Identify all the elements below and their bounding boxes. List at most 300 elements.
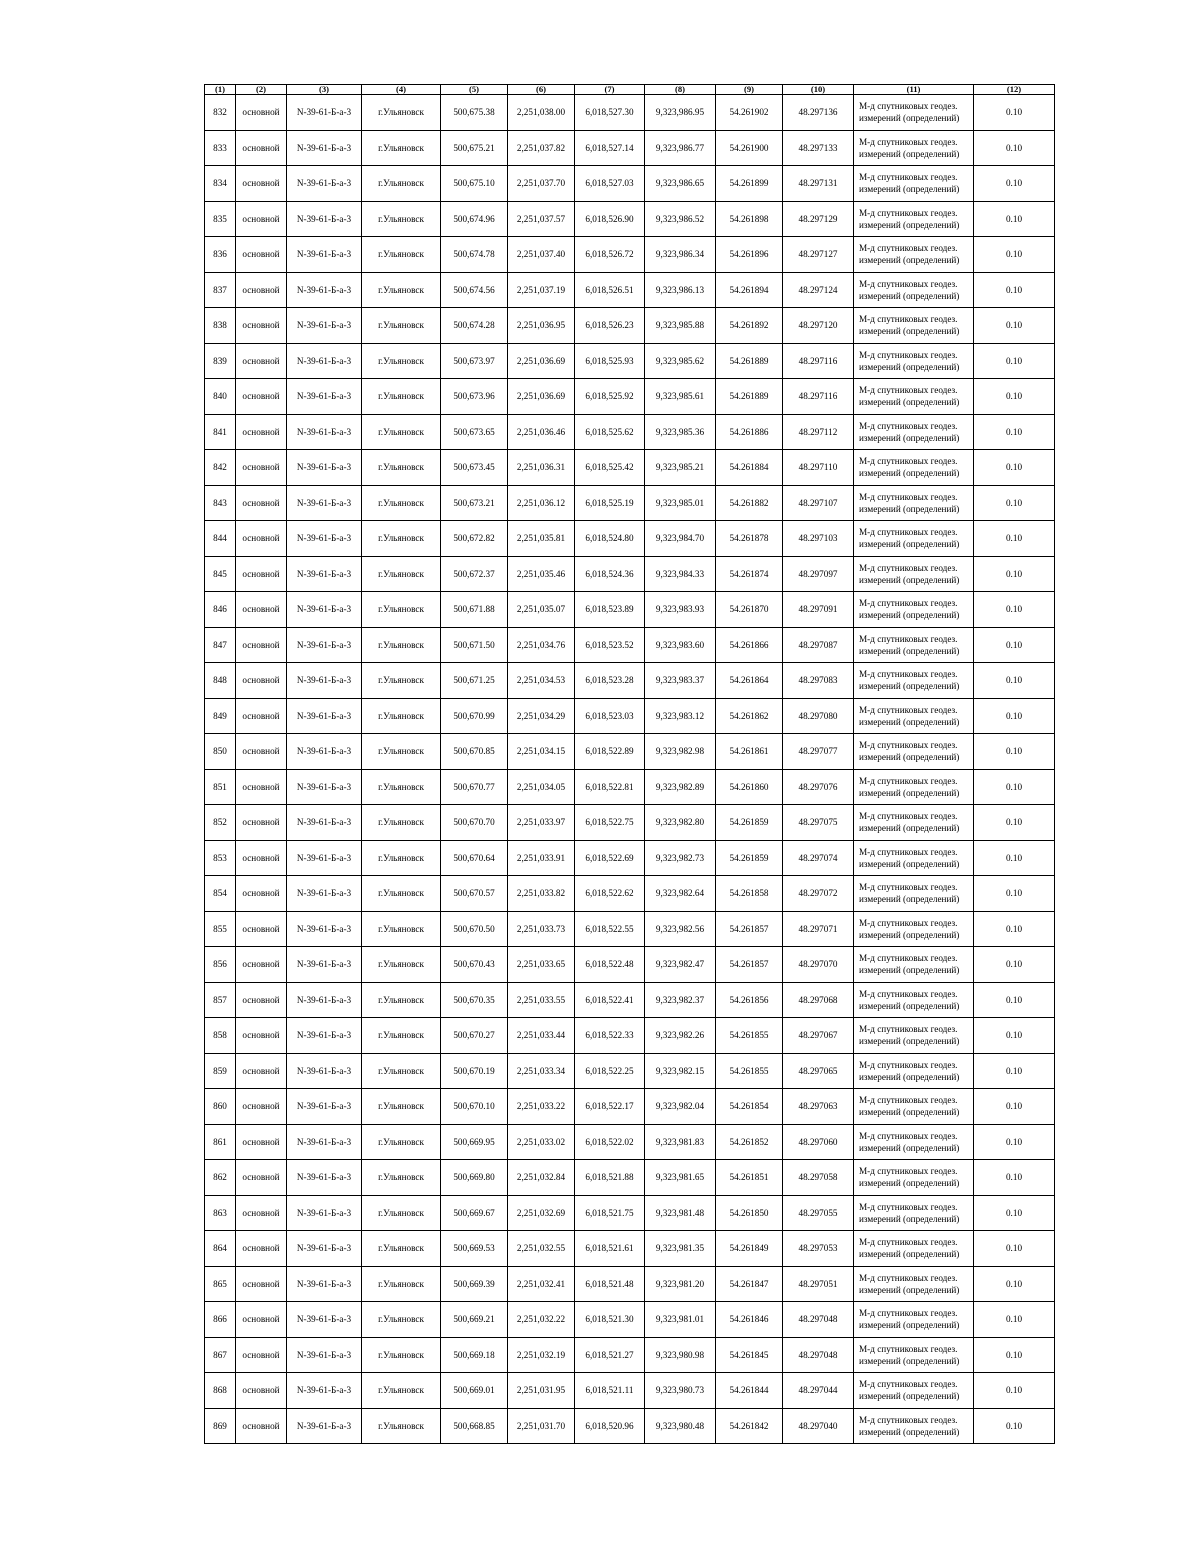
locality-cell: г.Ульяновск <box>362 1160 441 1196</box>
document-page <box>204 84 1054 1444</box>
coord-7-cell: 6,018,521.11 <box>575 1373 645 1409</box>
point-type-cell: основной <box>236 1302 287 1338</box>
accuracy-cell: 0.10 <box>974 1302 1055 1338</box>
map-sheet-cell: N-39-61-Б-а-3 <box>287 450 362 486</box>
point-type-cell: основной <box>236 911 287 947</box>
coord-5-cell: 500,669.67 <box>441 1195 508 1231</box>
longitude-cell: 48.297124 <box>783 272 854 308</box>
accuracy-cell: 0.10 <box>974 734 1055 770</box>
coord-7-cell: 6,018,522.81 <box>575 769 645 805</box>
method-cell: М-д спутниковых геодез. измерений (определений) <box>854 450 974 486</box>
locality-cell: г.Ульяновск <box>362 982 441 1018</box>
method-cell: М-д спутниковых геодез. измерений (определений) <box>854 343 974 379</box>
longitude-cell: 48.297048 <box>783 1337 854 1373</box>
method-cell: М-д спутниковых геодез. измерений (определений) <box>854 237 974 273</box>
latitude-cell: 54.261842 <box>716 1408 783 1444</box>
accuracy-cell: 0.10 <box>974 237 1055 273</box>
longitude-cell: 48.297071 <box>783 911 854 947</box>
coord-7-cell: 6,018,526.51 <box>575 272 645 308</box>
locality-cell: г.Ульяновск <box>362 1337 441 1373</box>
method-cell: М-д спутниковых геодез. измерений (определений) <box>854 130 974 166</box>
point-number-cell: 863 <box>205 1195 236 1231</box>
method-cell: М-д спутниковых геодез. измерений (определений) <box>854 95 974 131</box>
method-cell: М-д спутниковых геодез. измерений (определений) <box>854 805 974 841</box>
point-number-cell: 858 <box>205 1018 236 1054</box>
point-number-cell: 839 <box>205 343 236 379</box>
longitude-cell: 48.297103 <box>783 521 854 557</box>
coord-8-cell: 9,323,985.61 <box>645 379 716 415</box>
coord-8-cell: 9,323,983.60 <box>645 627 716 663</box>
longitude-cell: 48.297112 <box>783 414 854 450</box>
latitude-cell: 54.261855 <box>716 1053 783 1089</box>
coord-5-cell: 500,670.19 <box>441 1053 508 1089</box>
coord-6-cell: 2,251,033.34 <box>508 1053 575 1089</box>
locality-cell: г.Ульяновск <box>362 1408 441 1444</box>
coord-6-cell: 2,251,036.69 <box>508 379 575 415</box>
point-number-cell: 866 <box>205 1302 236 1338</box>
map-sheet-cell: N-39-61-Б-а-3 <box>287 982 362 1018</box>
locality-cell: г.Ульяновск <box>362 627 441 663</box>
map-sheet-cell: N-39-61-Б-а-3 <box>287 414 362 450</box>
coord-7-cell: 6,018,522.41 <box>575 982 645 1018</box>
coord-6-cell: 2,251,033.65 <box>508 947 575 983</box>
coord-7-cell: 6,018,521.27 <box>575 1337 645 1373</box>
point-type-cell: основной <box>236 1266 287 1302</box>
table-row <box>205 982 1055 1018</box>
accuracy-cell: 0.10 <box>974 166 1055 202</box>
coord-8-cell: 9,323,985.62 <box>645 343 716 379</box>
point-type-cell: основной <box>236 1408 287 1444</box>
table-row <box>205 1337 1055 1373</box>
coord-6-cell: 2,251,032.84 <box>508 1160 575 1196</box>
coord-6-cell: 2,251,037.82 <box>508 130 575 166</box>
latitude-cell: 54.261886 <box>716 414 783 450</box>
longitude-cell: 48.297067 <box>783 1018 854 1054</box>
point-type-cell: основной <box>236 1124 287 1160</box>
point-number-cell: 860 <box>205 1089 236 1125</box>
map-sheet-cell: N-39-61-Б-а-3 <box>287 663 362 699</box>
longitude-cell: 48.297058 <box>783 1160 854 1196</box>
map-sheet-cell: N-39-61-Б-а-3 <box>287 1302 362 1338</box>
column-header: (2) <box>236 85 287 95</box>
longitude-cell: 48.297097 <box>783 556 854 592</box>
method-cell: М-д спутниковых геодез. измерений (определений) <box>854 982 974 1018</box>
accuracy-cell: 0.10 <box>974 982 1055 1018</box>
point-number-cell: 847 <box>205 627 236 663</box>
table-row <box>205 663 1055 699</box>
table-row <box>205 1302 1055 1338</box>
map-sheet-cell: N-39-61-Б-а-3 <box>287 592 362 628</box>
coord-6-cell: 2,251,037.19 <box>508 272 575 308</box>
point-type-cell: основной <box>236 237 287 273</box>
coord-8-cell: 9,323,985.36 <box>645 414 716 450</box>
coord-6-cell: 2,251,033.02 <box>508 1124 575 1160</box>
table-row <box>205 734 1055 770</box>
method-cell: М-д спутниковых геодез. измерений (определений) <box>854 414 974 450</box>
coord-7-cell: 6,018,523.52 <box>575 627 645 663</box>
method-cell: М-д спутниковых геодез. измерений (определений) <box>854 592 974 628</box>
coord-8-cell: 9,323,986.65 <box>645 166 716 202</box>
coord-5-cell: 500,673.65 <box>441 414 508 450</box>
coord-6-cell: 2,251,034.29 <box>508 698 575 734</box>
point-number-cell: 838 <box>205 308 236 344</box>
table-row <box>205 1266 1055 1302</box>
point-number-cell: 853 <box>205 840 236 876</box>
table-row <box>205 95 1055 131</box>
accuracy-cell: 0.10 <box>974 805 1055 841</box>
coord-8-cell: 9,323,982.26 <box>645 1018 716 1054</box>
coord-6-cell: 2,251,035.46 <box>508 556 575 592</box>
latitude-cell: 54.261860 <box>716 769 783 805</box>
method-cell: М-д спутниковых геодез. измерений (определений) <box>854 911 974 947</box>
coord-7-cell: 6,018,522.17 <box>575 1089 645 1125</box>
point-type-cell: основной <box>236 1018 287 1054</box>
point-type-cell: основной <box>236 1231 287 1267</box>
column-header: (6) <box>508 85 575 95</box>
method-cell: М-д спутниковых геодез. измерений (определений) <box>854 201 974 237</box>
locality-cell: г.Ульяновск <box>362 343 441 379</box>
coord-7-cell: 6,018,521.88 <box>575 1160 645 1196</box>
point-type-cell: основной <box>236 1373 287 1409</box>
method-cell: М-д спутниковых геодез. измерений (определений) <box>854 1408 974 1444</box>
longitude-cell: 48.297074 <box>783 840 854 876</box>
coord-5-cell: 500,674.96 <box>441 201 508 237</box>
point-type-cell: основной <box>236 840 287 876</box>
coord-6-cell: 2,251,033.22 <box>508 1089 575 1125</box>
coord-5-cell: 500,675.21 <box>441 130 508 166</box>
longitude-cell: 48.297076 <box>783 769 854 805</box>
longitude-cell: 48.297063 <box>783 1089 854 1125</box>
map-sheet-cell: N-39-61-Б-а-3 <box>287 343 362 379</box>
longitude-cell: 48.297065 <box>783 1053 854 1089</box>
coord-6-cell: 2,251,037.70 <box>508 166 575 202</box>
table-row <box>205 1408 1055 1444</box>
coord-5-cell: 500,670.70 <box>441 805 508 841</box>
coord-8-cell: 9,323,982.37 <box>645 982 716 1018</box>
coord-7-cell: 6,018,526.72 <box>575 237 645 273</box>
longitude-cell: 48.297077 <box>783 734 854 770</box>
coord-6-cell: 2,251,034.53 <box>508 663 575 699</box>
accuracy-cell: 0.10 <box>974 450 1055 486</box>
latitude-cell: 54.261854 <box>716 1089 783 1125</box>
locality-cell: г.Ульяновск <box>362 734 441 770</box>
map-sheet-cell: N-39-61-Б-а-3 <box>287 1408 362 1444</box>
locality-cell: г.Ульяновск <box>362 1302 441 1338</box>
latitude-cell: 54.261874 <box>716 556 783 592</box>
locality-cell: г.Ульяновск <box>362 556 441 592</box>
coord-6-cell: 2,251,034.05 <box>508 769 575 805</box>
accuracy-cell: 0.10 <box>974 343 1055 379</box>
longitude-cell: 48.297080 <box>783 698 854 734</box>
method-cell: М-д спутниковых геодез. измерений (определений) <box>854 1266 974 1302</box>
locality-cell: г.Ульяновск <box>362 1089 441 1125</box>
table-row <box>205 1231 1055 1267</box>
coord-5-cell: 500,669.53 <box>441 1231 508 1267</box>
point-number-cell: 846 <box>205 592 236 628</box>
latitude-cell: 54.261852 <box>716 1124 783 1160</box>
latitude-cell: 54.261866 <box>716 627 783 663</box>
coord-6-cell: 2,251,032.69 <box>508 1195 575 1231</box>
coord-5-cell: 500,669.01 <box>441 1373 508 1409</box>
locality-cell: г.Ульяновск <box>362 1266 441 1302</box>
point-type-cell: основной <box>236 556 287 592</box>
coord-5-cell: 500,669.18 <box>441 1337 508 1373</box>
map-sheet-cell: N-39-61-Б-а-3 <box>287 1231 362 1267</box>
locality-cell: г.Ульяновск <box>362 698 441 734</box>
longitude-cell: 48.297120 <box>783 308 854 344</box>
column-header: (4) <box>362 85 441 95</box>
map-sheet-cell: N-39-61-Б-а-3 <box>287 379 362 415</box>
coord-8-cell: 9,323,981.20 <box>645 1266 716 1302</box>
table-row <box>205 237 1055 273</box>
latitude-cell: 54.261847 <box>716 1266 783 1302</box>
coord-7-cell: 6,018,521.75 <box>575 1195 645 1231</box>
point-number-cell: 854 <box>205 876 236 912</box>
point-type-cell: основной <box>236 414 287 450</box>
table-row <box>205 769 1055 805</box>
coord-7-cell: 6,018,527.03 <box>575 166 645 202</box>
locality-cell: г.Ульяновск <box>362 272 441 308</box>
map-sheet-cell: N-39-61-Б-а-3 <box>287 521 362 557</box>
coord-5-cell: 500,673.45 <box>441 450 508 486</box>
locality-cell: г.Ульяновск <box>362 947 441 983</box>
accuracy-cell: 0.10 <box>974 521 1055 557</box>
coord-7-cell: 6,018,522.25 <box>575 1053 645 1089</box>
point-type-cell: основной <box>236 1160 287 1196</box>
point-type-cell: основной <box>236 308 287 344</box>
point-number-cell: 843 <box>205 485 236 521</box>
method-cell: М-д спутниковых геодез. измерений (определений) <box>854 663 974 699</box>
longitude-cell: 48.297044 <box>783 1373 854 1409</box>
column-header: (7) <box>575 85 645 95</box>
accuracy-cell: 0.10 <box>974 130 1055 166</box>
latitude-cell: 54.261858 <box>716 876 783 912</box>
table-row <box>205 627 1055 663</box>
column-header: (8) <box>645 85 716 95</box>
locality-cell: г.Ульяновск <box>362 201 441 237</box>
coord-5-cell: 500,670.77 <box>441 769 508 805</box>
table-row <box>205 166 1055 202</box>
coord-6-cell: 2,251,032.19 <box>508 1337 575 1373</box>
coord-8-cell: 9,323,986.77 <box>645 130 716 166</box>
table-row <box>205 379 1055 415</box>
method-cell: М-д спутниковых геодез. измерений (определений) <box>854 1160 974 1196</box>
locality-cell: г.Ульяновск <box>362 95 441 131</box>
map-sheet-cell: N-39-61-Б-а-3 <box>287 876 362 912</box>
coord-7-cell: 6,018,522.48 <box>575 947 645 983</box>
accuracy-cell: 0.10 <box>974 1337 1055 1373</box>
column-header: (11) <box>854 85 974 95</box>
column-header: (9) <box>716 85 783 95</box>
coord-7-cell: 6,018,524.36 <box>575 556 645 592</box>
point-type-cell: основной <box>236 1089 287 1125</box>
latitude-cell: 54.261896 <box>716 237 783 273</box>
accuracy-cell: 0.10 <box>974 911 1055 947</box>
coord-8-cell: 9,323,984.33 <box>645 556 716 592</box>
table-row <box>205 1195 1055 1231</box>
coord-7-cell: 6,018,522.55 <box>575 911 645 947</box>
coord-6-cell: 2,251,035.07 <box>508 592 575 628</box>
longitude-cell: 48.297051 <box>783 1266 854 1302</box>
coord-8-cell: 9,323,984.70 <box>645 521 716 557</box>
coord-6-cell: 2,251,033.44 <box>508 1018 575 1054</box>
coord-8-cell: 9,323,986.13 <box>645 272 716 308</box>
latitude-cell: 54.261859 <box>716 840 783 876</box>
coord-8-cell: 9,323,981.01 <box>645 1302 716 1338</box>
point-number-cell: 851 <box>205 769 236 805</box>
coord-8-cell: 9,323,982.04 <box>645 1089 716 1125</box>
coord-5-cell: 500,670.85 <box>441 734 508 770</box>
coord-7-cell: 6,018,526.90 <box>575 201 645 237</box>
coord-7-cell: 6,018,525.19 <box>575 485 645 521</box>
method-cell: М-д спутниковых геодез. измерений (определений) <box>854 485 974 521</box>
point-number-cell: 867 <box>205 1337 236 1373</box>
coord-8-cell: 9,323,986.52 <box>645 201 716 237</box>
coord-6-cell: 2,251,033.91 <box>508 840 575 876</box>
map-sheet-cell: N-39-61-Б-а-3 <box>287 1373 362 1409</box>
accuracy-cell: 0.10 <box>974 1373 1055 1409</box>
coord-8-cell: 9,323,983.37 <box>645 663 716 699</box>
latitude-cell: 54.261900 <box>716 130 783 166</box>
latitude-cell: 54.261898 <box>716 201 783 237</box>
accuracy-cell: 0.10 <box>974 379 1055 415</box>
longitude-cell: 48.297055 <box>783 1195 854 1231</box>
point-type-cell: основной <box>236 1053 287 1089</box>
point-number-cell: 832 <box>205 95 236 131</box>
table-row <box>205 947 1055 983</box>
point-type-cell: основной <box>236 95 287 131</box>
latitude-cell: 54.261894 <box>716 272 783 308</box>
longitude-cell: 48.297068 <box>783 982 854 1018</box>
coord-7-cell: 6,018,526.23 <box>575 308 645 344</box>
coord-5-cell: 500,670.35 <box>441 982 508 1018</box>
coord-5-cell: 500,672.37 <box>441 556 508 592</box>
accuracy-cell: 0.10 <box>974 95 1055 131</box>
locality-cell: г.Ульяновск <box>362 308 441 344</box>
table-row <box>205 414 1055 450</box>
coord-7-cell: 6,018,522.89 <box>575 734 645 770</box>
longitude-cell: 48.297070 <box>783 947 854 983</box>
method-cell: М-д спутниковых геодез. измерений (определений) <box>854 698 974 734</box>
method-cell: М-д спутниковых геодез. измерений (определений) <box>854 1231 974 1267</box>
latitude-cell: 54.261889 <box>716 379 783 415</box>
method-cell: М-д спутниковых геодез. измерений (определений) <box>854 1018 974 1054</box>
coord-5-cell: 500,672.82 <box>441 521 508 557</box>
method-cell: М-д спутниковых геодез. измерений (определений) <box>854 1302 974 1338</box>
coord-8-cell: 9,323,981.65 <box>645 1160 716 1196</box>
locality-cell: г.Ульяновск <box>362 1053 441 1089</box>
accuracy-cell: 0.10 <box>974 840 1055 876</box>
coord-7-cell: 6,018,522.75 <box>575 805 645 841</box>
point-number-cell: 845 <box>205 556 236 592</box>
accuracy-cell: 0.10 <box>974 308 1055 344</box>
accuracy-cell: 0.10 <box>974 1408 1055 1444</box>
longitude-cell: 48.297083 <box>783 663 854 699</box>
point-number-cell: 835 <box>205 201 236 237</box>
coord-8-cell: 9,323,982.64 <box>645 876 716 912</box>
coord-8-cell: 9,323,982.47 <box>645 947 716 983</box>
table-row <box>205 130 1055 166</box>
accuracy-cell: 0.10 <box>974 272 1055 308</box>
coord-8-cell: 9,323,985.01 <box>645 485 716 521</box>
point-type-cell: основной <box>236 698 287 734</box>
table-row <box>205 1053 1055 1089</box>
longitude-cell: 48.297129 <box>783 201 854 237</box>
accuracy-cell: 0.10 <box>974 592 1055 628</box>
map-sheet-cell: N-39-61-Б-а-3 <box>287 1160 362 1196</box>
method-cell: М-д спутниковых геодез. измерений (определений) <box>854 769 974 805</box>
longitude-cell: 48.297107 <box>783 485 854 521</box>
coord-5-cell: 500,670.10 <box>441 1089 508 1125</box>
coord-8-cell: 9,323,983.12 <box>645 698 716 734</box>
accuracy-cell: 0.10 <box>974 556 1055 592</box>
map-sheet-cell: N-39-61-Б-а-3 <box>287 1337 362 1373</box>
coord-5-cell: 500,671.25 <box>441 663 508 699</box>
point-number-cell: 837 <box>205 272 236 308</box>
point-type-cell: основной <box>236 876 287 912</box>
coord-5-cell: 500,669.21 <box>441 1302 508 1338</box>
map-sheet-cell: N-39-61-Б-а-3 <box>287 1266 362 1302</box>
method-cell: М-д спутниковых геодез. измерений (определений) <box>854 1124 974 1160</box>
locality-cell: г.Ульяновск <box>362 379 441 415</box>
method-cell: М-д спутниковых геодез. измерений (определений) <box>854 556 974 592</box>
map-sheet-cell: N-39-61-Б-а-3 <box>287 1089 362 1125</box>
accuracy-cell: 0.10 <box>974 947 1055 983</box>
coord-7-cell: 6,018,525.62 <box>575 414 645 450</box>
method-cell: М-д спутниковых геодез. измерений (определений) <box>854 521 974 557</box>
coord-7-cell: 6,018,522.62 <box>575 876 645 912</box>
accuracy-cell: 0.10 <box>974 1160 1055 1196</box>
point-type-cell: основной <box>236 982 287 1018</box>
latitude-cell: 54.261892 <box>716 308 783 344</box>
map-sheet-cell: N-39-61-Б-а-3 <box>287 947 362 983</box>
latitude-cell: 54.261857 <box>716 947 783 983</box>
point-number-cell: 841 <box>205 414 236 450</box>
map-sheet-cell: N-39-61-Б-а-3 <box>287 1195 362 1231</box>
coord-5-cell: 500,668.85 <box>441 1408 508 1444</box>
locality-cell: г.Ульяновск <box>362 1373 441 1409</box>
method-cell: М-д спутниковых геодез. измерений (определений) <box>854 947 974 983</box>
column-header: (1) <box>205 85 236 95</box>
coord-6-cell: 2,251,034.76 <box>508 627 575 663</box>
coord-7-cell: 6,018,523.89 <box>575 592 645 628</box>
locality-cell: г.Ульяновск <box>362 1018 441 1054</box>
latitude-cell: 54.261889 <box>716 343 783 379</box>
coord-7-cell: 6,018,521.30 <box>575 1302 645 1338</box>
longitude-cell: 48.297131 <box>783 166 854 202</box>
point-number-cell: 864 <box>205 1231 236 1267</box>
coord-8-cell: 9,323,985.88 <box>645 308 716 344</box>
table-row <box>205 272 1055 308</box>
coord-5-cell: 500,674.28 <box>441 308 508 344</box>
coord-7-cell: 6,018,525.93 <box>575 343 645 379</box>
table-row <box>205 485 1055 521</box>
point-type-cell: основной <box>236 379 287 415</box>
coord-5-cell: 500,671.88 <box>441 592 508 628</box>
map-sheet-cell: N-39-61-Б-а-3 <box>287 1124 362 1160</box>
point-type-cell: основной <box>236 1337 287 1373</box>
table-row <box>205 201 1055 237</box>
coord-5-cell: 500,674.56 <box>441 272 508 308</box>
coord-8-cell: 9,323,980.48 <box>645 1408 716 1444</box>
accuracy-cell: 0.10 <box>974 876 1055 912</box>
map-sheet-cell: N-39-61-Б-а-3 <box>287 1053 362 1089</box>
latitude-cell: 54.261844 <box>716 1373 783 1409</box>
longitude-cell: 48.297116 <box>783 379 854 415</box>
method-cell: М-д спутниковых геодез. измерений (определений) <box>854 876 974 912</box>
point-number-cell: 852 <box>205 805 236 841</box>
map-sheet-cell: N-39-61-Б-а-3 <box>287 1018 362 1054</box>
